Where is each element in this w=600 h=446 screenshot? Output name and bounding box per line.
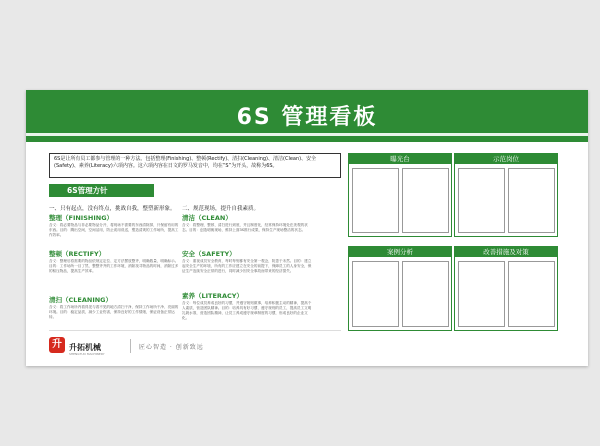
- footer-separator: [130, 339, 131, 353]
- company-logo-icon: 升: [49, 337, 65, 353]
- policy-title: 6S管理方针: [49, 184, 154, 197]
- item-heading: 安全（SAFETY）: [182, 250, 236, 258]
- panel-demo-post: [454, 153, 558, 237]
- panel-header: 示范岗位: [455, 154, 557, 164]
- item-heading: 清扫（CLEANING）: [49, 296, 113, 304]
- item-cleaning: [49, 296, 179, 339]
- item-rectify: [49, 250, 179, 293]
- company-tagline: 匠心智造 · 创新致远: [139, 344, 204, 351]
- panel-cell: [402, 261, 449, 327]
- item-body: 含义：重视成员安全教育，每时每刻都有安全第一观念，防患于未然。目的：建立起安全生产的环境，所有的工作应建立在安全的前提下，保障员工的人身安全，保证生产连续安全正常的进行，同时减少因安全事故而带来的经济损失。: [182, 259, 312, 273]
- item-heading: 素养（LITERACY）: [182, 292, 243, 300]
- item-body: 含义：将必要物品与非必要物品分开，将现场不需要的东西清除掉，只保留有用的东西。目的：腾出空间，空间活用，防止误用误送，塑造清爽的工作场所，提高工作效率。: [49, 223, 179, 237]
- item-heading: 整顿（RECTIFY）: [49, 250, 106, 258]
- panel-header: 案例分析: [349, 247, 451, 257]
- footer-divider: [49, 330, 341, 331]
- company-name: 升拓机械: [69, 343, 101, 352]
- item-body: 含义：将整理、整顿、清扫进行到底，并且制度化，经常保持环境处在美观的状态。目的：创造明朗现场，维持上面3S推行成果，保持生产现场整洁的状态。: [182, 223, 308, 232]
- board-header: [26, 90, 588, 142]
- panel-cell: [352, 168, 399, 233]
- panel-cell: [458, 168, 505, 233]
- item-heading: 清洁（CLEAN）: [182, 214, 232, 222]
- board-title: 6S 管理看板: [236, 105, 378, 130]
- item-body: 含义：将工作场所内看得见与看不见的地方清扫干净，保持工作场所干净、亮丽的环境。目的：稳定品质，减少工业伤害，保持良好的工作情绪，保证设备正常运转。: [49, 305, 179, 319]
- panel-cell: [458, 261, 505, 327]
- 6s-management-board: [26, 90, 588, 366]
- company-name-en: SHENGTUO MACHINERY: [69, 352, 105, 356]
- panel-header: 曝光台: [349, 154, 451, 164]
- item-literacy: [182, 292, 312, 335]
- slogan-1: 一、只有起点，没有终点，挑战自我，整塑新形象。: [49, 206, 176, 212]
- panel-improvement: [454, 246, 558, 331]
- item-safety: [182, 250, 312, 293]
- panel-cell: [352, 261, 399, 327]
- item-body: 含义：每位成员养成良好的习惯，并遵守规则做事，培养积极主动的精神，提高个人素质，营造团队精神。目的：培养具有好习惯、遵守规则的员工，提高员工文明礼貌水准，营造团队精神，让员工养成遵守规章制度的习惯，形成良好的企业文化。: [182, 301, 312, 320]
- panel-cell: [508, 261, 555, 327]
- item-body: 含义：整理后将需要的物品依规定定位、定方法摆放整齐，明确数量，明确标示。目的：工作场所一目了然，整整齐齐的工作环境，消除找寻物品的时间，消除过多的积压物品，提高生产效率。: [49, 259, 179, 273]
- panel-cell: [402, 168, 449, 233]
- slogan-2: 二、规范现场，提升自我素质。: [182, 206, 260, 212]
- intro-text: 6S是让所有员工都参与管理的一种方法。包括整理(Finishing)、整顿(Rectify)、清扫(Cleaning)、清洁(Clean)、安全(Safety)、素养(Literacy)六项内容。这六项内容在日文的罗马发音中，均在“S”为开头，故称为6S。: [49, 153, 341, 178]
- item-heading: 整理（FINISHING）: [49, 214, 114, 222]
- panel-case-analysis: [348, 246, 452, 331]
- panel-cell: [508, 168, 555, 233]
- panel-exposure: [348, 153, 452, 237]
- panel-header: 改善措施及对策: [455, 247, 557, 257]
- header-divider: [26, 133, 588, 136]
